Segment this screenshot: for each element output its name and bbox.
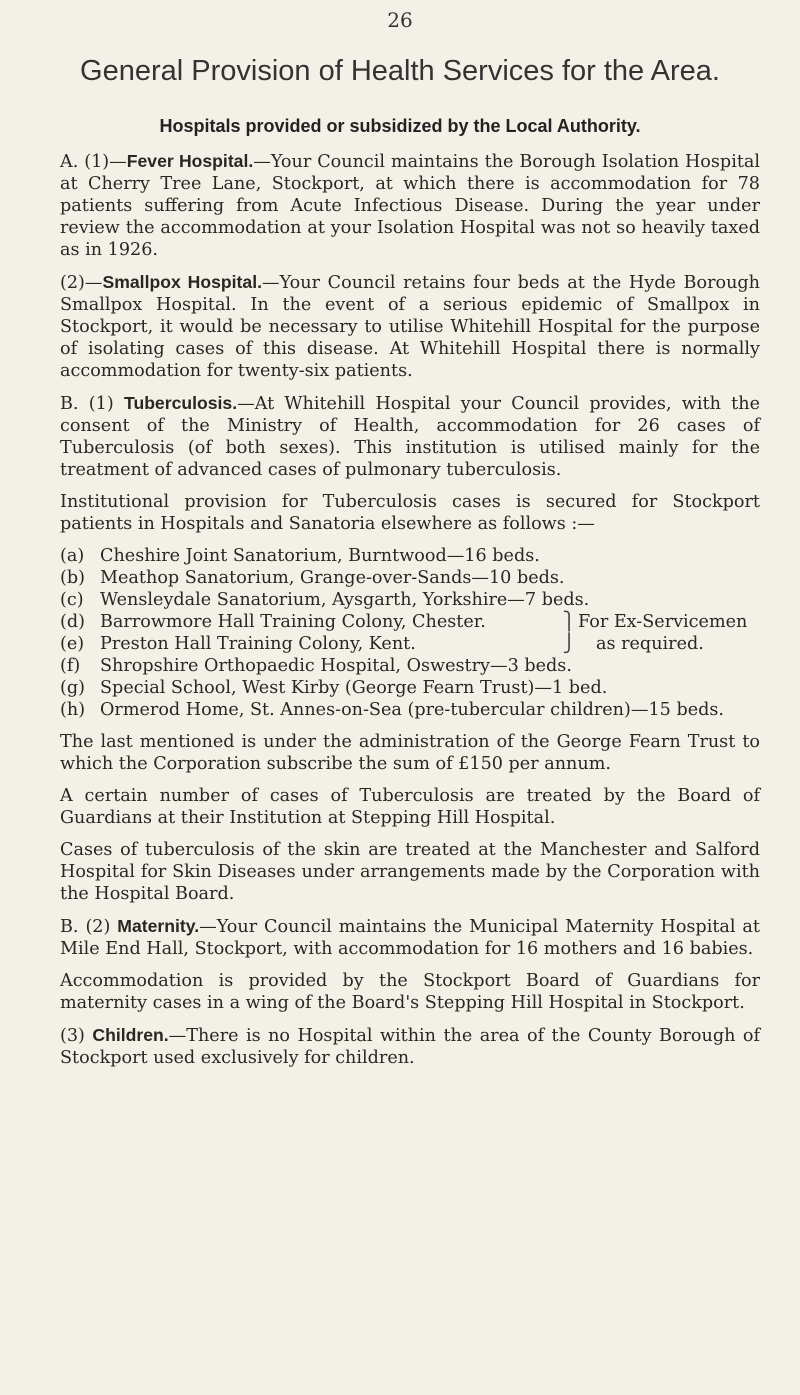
paragraph-prefix: (2)—: [60, 273, 103, 293]
paragraph-heading: Children.: [92, 1025, 169, 1045]
list-item: (e) Preston Hall Training Colony, Kent. ⎭ as required.: [60, 633, 760, 655]
document-body: [60, 150, 760, 1079]
sanatoria-list: [60, 545, 760, 721]
brace-glyph: ⎫: [562, 612, 576, 632]
paragraph-prefix: B. (2): [60, 917, 118, 937]
brace-note: ⎭ as required.: [560, 633, 760, 655]
brace-note: ⎫ For Ex-Servicemen: [560, 611, 760, 633]
paragraph-heading: Smallpox Hospital.: [102, 272, 262, 292]
list-item: (c) Wensleydale Sanatorium, Aysgarth, Yorkshire—7 beds.: [60, 590, 590, 610]
paragraph-text: —Your Council maintains the Municipal Maternity Hospital at Mile End Hall, Stockport, with accommodation for 16 mothers and 16 babies.: [60, 917, 760, 959]
paragraph-text: —There is no Hospital within the area of the County Borough of Stockport used exclusively for children.: [60, 1026, 761, 1068]
paragraph-prefix: (3): [60, 1026, 93, 1046]
list-item: (g) Special School, West Kirby (George Fearn Trust)—1 bed.: [60, 678, 608, 698]
fearn-trust-paragraph: The last mentioned is under the administration of the George Fearn Trust to which the Corporation subscribe the sum of £150 per annum.: [60, 732, 760, 774]
paragraph-heading: Tuberculosis.: [124, 393, 238, 413]
paragraph-prefix: A. (1)—: [60, 152, 127, 172]
fever-hospital-paragraph: [60, 150, 760, 261]
paragraph-text: —At Whitehill Hospital your Council provides, with the consent of the Ministry of Health, accommodation for 26 cases of Tuberculosis (of both sexes). This institution is utilised mainly for the treatment of advanced cases of pulmonary tuberculosis.: [60, 394, 760, 480]
skin-paragraph: Cases of tuberculosis of the skin are treated at the Manchester and Salford Hospital for Skin Diseases under arrangements made by the Corporation with the Hospital Board.: [60, 840, 760, 904]
list-item: (f) Shropshire Orthopaedic Hospital, Oswestry—3 beds.: [60, 656, 572, 676]
paragraph-text: —Your Council maintains the Borough Isolation Hospital at Cherry Tree Lane, Stockport, at which there is accommodation for 78 patients suffering from Acute Infectious Disease. During the year under review the accommodation at your Isolation Hospital was not so heavily taxed as in 1926.: [60, 152, 761, 260]
paragraph-heading: Fever Hospital.: [126, 151, 254, 171]
list-item: (b) Meathop Sanatorium, Grange-over-Sands—10 beds.: [60, 568, 565, 588]
paragraph-heading: Maternity.: [117, 916, 200, 936]
list-item: (d) Barrowmore Hall Training Colony, Chester. ⎫ For Ex-Servicemen: [60, 611, 760, 633]
list-item: (a) Cheshire Joint Sanatorium, Burntwood—16 beds.: [60, 546, 540, 566]
list-item: (h) Ormerod Home, St. Annes-on-Sea (pre-tubercular children)—15 beds.: [60, 700, 725, 720]
maternity-paragraph: [60, 915, 760, 960]
tuberculosis-paragraph: [60, 392, 760, 481]
accommodation-paragraph: Accommodation is provided by the Stockport Board of Guardians for maternity cases in a wing of the Board's Stepping Hill Hospital in Stockport.: [60, 971, 760, 1013]
guardians-paragraph: A certain number of cases of Tuberculosis are treated by the Board of Guardians at their Institution at Stepping Hill Hospital.: [60, 786, 760, 828]
smallpox-hospital-paragraph: [60, 271, 760, 382]
paragraph-text: —Your Council retains four beds at the Hyde Borough Smallpox Hospital. In the event of a serious epidemic of Smallpox in Stockport, it would be necessary to utilise Whitehill Hospital for the purpose of isolating cases of this disease. At Whitehill Hospital there is normally accommodation for twenty-six patients.: [60, 273, 760, 381]
page-number: 26: [387, 8, 413, 32]
page-title: General Provision of Health Services for the Area.: [80, 55, 720, 87]
children-paragraph: [60, 1024, 760, 1069]
section-subtitle: Hospitals provided or subsidized by the Local Authority.: [159, 116, 641, 136]
paragraph-prefix: B. (1): [60, 394, 124, 414]
brace-glyph: ⎭: [562, 634, 576, 654]
institutional-paragraph: Institutional provision for Tuberculosis cases is secured for Stockport patients in Hospitals and Sanatoria elsewhere as follows :—: [60, 492, 760, 534]
